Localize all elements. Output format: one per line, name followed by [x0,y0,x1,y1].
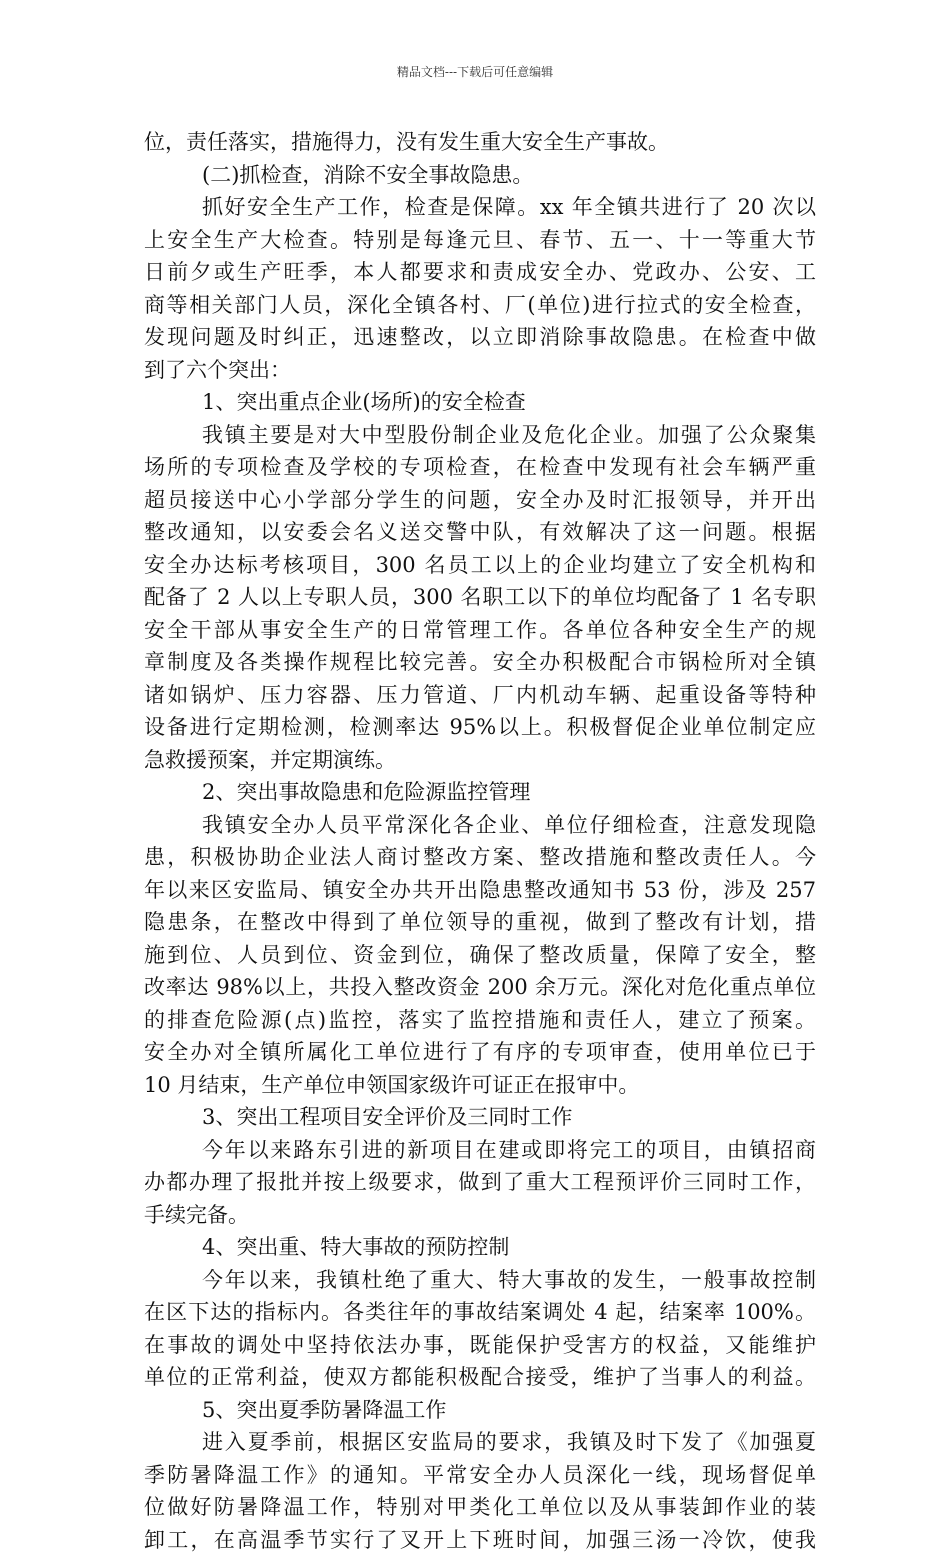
text-line: 5、突出夏季防暑降温工作 [144,1394,816,1427]
page-header: 精品文档---下载后可任意编辑 [0,64,950,80]
text-line: 上安全生产大检查。特别是每逢元旦、春节、五一、十一等重大节 [144,224,816,257]
text-line: 设备进行定期检测，检测率达 95%以上。积极督促企业单位制定应 [144,711,816,744]
text-line: 3、突出工程项目安全评价及三同时工作 [144,1101,816,1134]
text-line: 施到位、人员到位、资金到位，确保了整改质量，保障了安全，整 [144,939,816,972]
text-line: 场所的专项检查及学校的专项检查，在检查中发现有社会车辆严重 [144,451,816,484]
text-line: 年以来区安监局、镇安全办共开出隐患整改通知书 53 份，涉及 257 [144,874,816,907]
text-line: 在事故的调处中坚持依法办事，既能保护受害方的权益，又能维护 [144,1329,816,1362]
text-line: 发现问题及时纠正，迅速整改，以立即消除事故隐患。在检查中做 [144,321,816,354]
text-line: 诸如锅炉、压力容器、压力管道、厂内机动车辆、起重设备等特种 [144,679,816,712]
text-line: 2、突出事故隐患和危险源监控管理 [144,776,816,809]
text-line: 位做好防暑降温工作，特别对甲类化工单位以及从事装卸作业的装 [144,1491,816,1524]
document-body [144,126,816,1556]
text-line: (二)抓检查，消除不安全事故隐患。 [144,159,816,192]
text-line: 办都办理了报批并按上级要求，做到了重大工程预评价三同时工作， [144,1166,816,1199]
text-line: 超员接送中心小学部分学生的问题，安全办及时汇报领导，并开出 [144,484,816,517]
text-line: 1、突出重点企业(场所)的安全检查 [144,386,816,419]
text-line: 商等相关部门人员，深化全镇各村、厂(单位)进行拉式的安全检查， [144,289,816,322]
text-line: 10 月结束，生产单位申领国家级许可证正在报审中。 [144,1069,816,1102]
text-line: 今年以来，我镇杜绝了重大、特大事故的发生，一般事故控制 [144,1264,816,1297]
text-line: 安全办对全镇所属化工单位进行了有序的专项审查，使用单位已于 [144,1036,816,1069]
text-line: 到了六个突出： [144,354,816,387]
text-line: 改率达 98%以上，共投入整改资金 200 余万元。深化对危化重点单位 [144,971,816,1004]
text-line: 章制度及各类操作规程比较完善。安全办积极配合市锅检所对全镇 [144,646,816,679]
text-line: 单位的正常利益，使双方都能积极配合接受，维护了当事人的利益。 [144,1361,816,1394]
text-line: 今年以来路东引进的新项目在建或即将完工的项目，由镇招商 [144,1134,816,1167]
text-line: 季防暑降温工作》的通知。平常安全办人员深化一线，现场督促单 [144,1459,816,1492]
text-line: 整改通知，以安委会名义送交警中队，有效解决了这一问题。根据 [144,516,816,549]
text-line: 手续完备。 [144,1199,816,1232]
text-line: 配备了 2 人以上专职人员，300 名职工以下的单位均配备了 1 名专职 [144,581,816,614]
text-line: 安全干部从事安全生产的日常管理工作。各单位各种安全生产的规 [144,614,816,647]
text-line: 的排查危险源(点)监控，落实了监控措施和责任人，建立了预案。 [144,1004,816,1037]
text-line: 日前夕或生产旺季，本人都要求和责成安全办、党政办、公安、工 [144,256,816,289]
text-line: 我镇主要是对大中型股份制企业及危化企业。加强了公众聚集 [144,419,816,452]
text-line: 4、突出重、特大事故的预防控制 [144,1231,816,1264]
text-line: 位，责任落实，措施得力，没有发生重大安全生产事故。 [144,126,816,159]
text-line: 隐患条，在整改中得到了单位领导的重视，做到了整改有计划，措 [144,906,816,939]
text-line: 患，积极协助企业法人商讨整改方案、整改措施和整改责任人。今 [144,841,816,874]
text-line: 在区下达的指标内。各类往年的事故结案调处 4 起，结案率 100%。 [144,1296,816,1329]
text-line: 我镇安全办人员平常深化各企业、单位仔细检查，注意发现隐 [144,809,816,842]
text-line: 卸工，在高温季节实行了叉开上下班时间，加强三汤一冷饮，使我 [144,1524,816,1556]
text-line: 安全办达标考核项目，300 名员工以上的企业均建立了安全机构和 [144,549,816,582]
text-line: 抓好安全生产工作，检查是保障。xx 年全镇共进行了 20 次以 [144,191,816,224]
text-line: 进入夏季前，根据区安监局的要求，我镇及时下发了《加强夏 [144,1426,816,1459]
text-line: 急救援预案，并定期演练。 [144,744,816,777]
